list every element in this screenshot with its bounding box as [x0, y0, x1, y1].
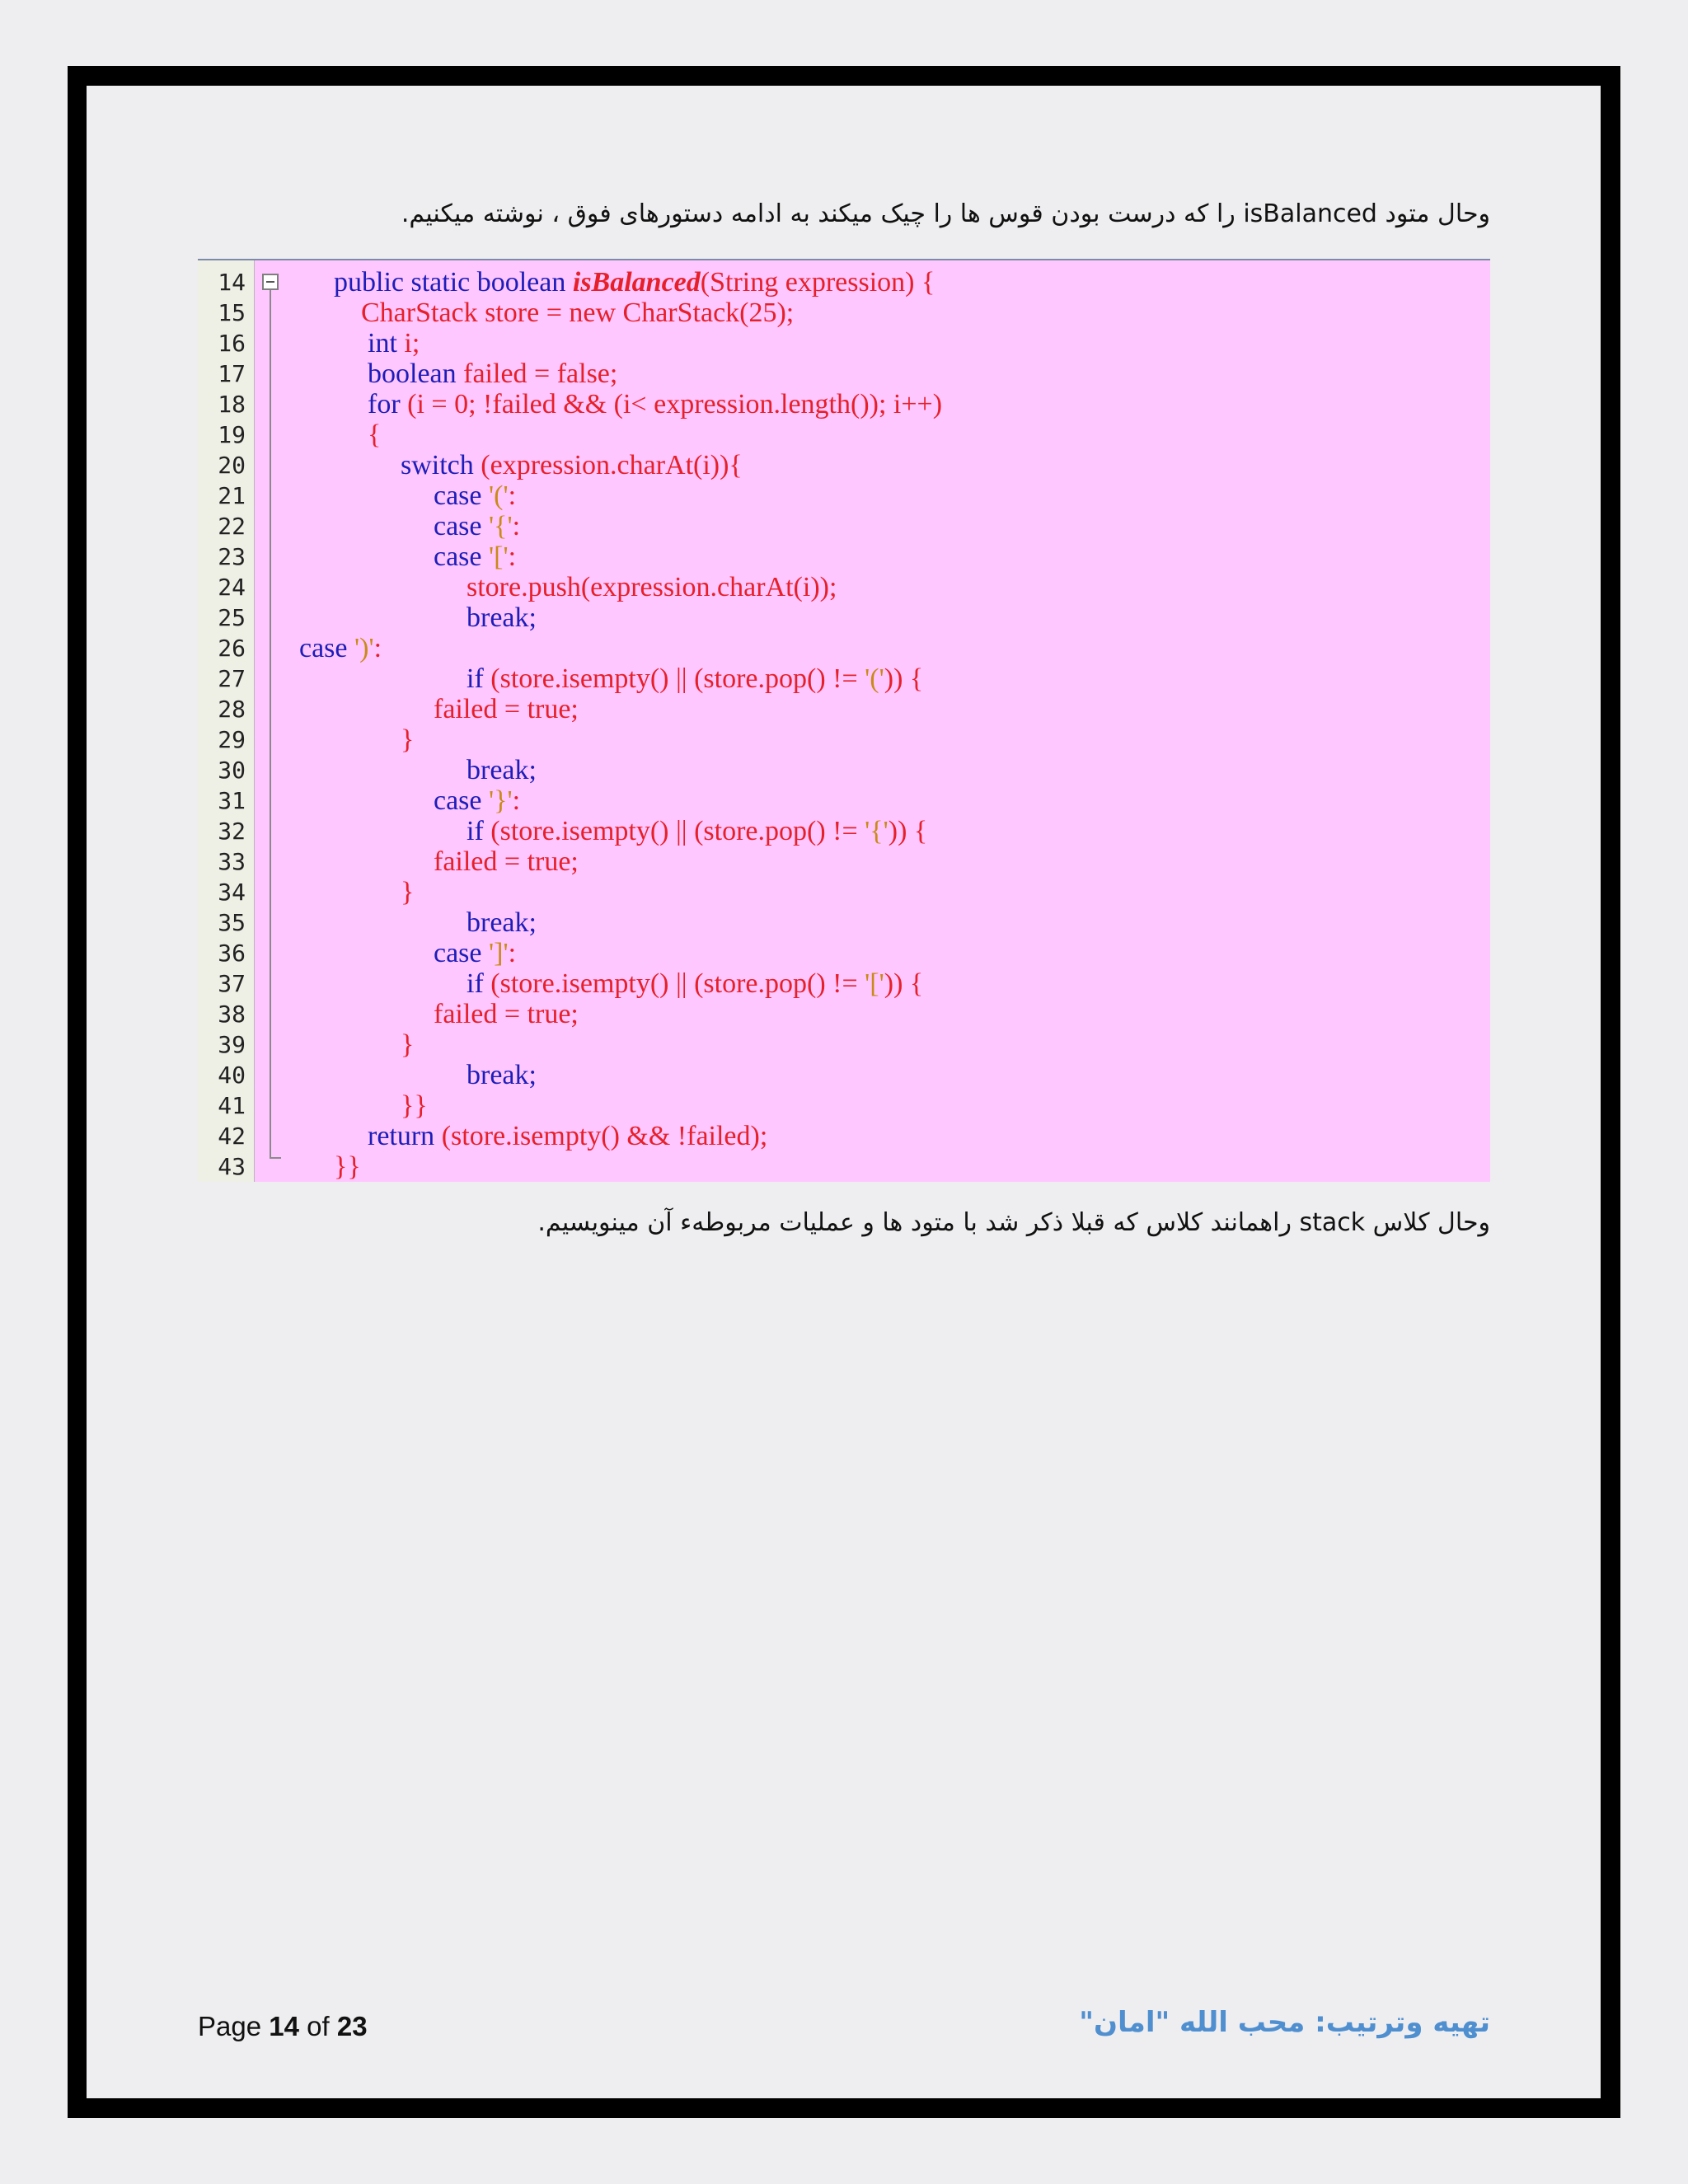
code-line	[467, 1060, 537, 1090]
intro-paragraph: وحال متود isBalanced را که درست بودن قوس ها را چیک میکند به ادامه دستورهای فوق ، نوشته میکنیم.	[401, 199, 1490, 228]
code-line	[401, 877, 414, 907]
code-token: case	[434, 785, 490, 816]
fold-column	[255, 260, 292, 1182]
line-number: 15	[218, 299, 246, 326]
line-number: 43	[218, 1153, 246, 1180]
code-line	[401, 1090, 428, 1121]
code-line	[434, 785, 520, 816]
code-line	[368, 419, 381, 450]
code-token: (store.isempty() || (store.pop() !=	[490, 816, 865, 846]
code-token: failed = true;	[434, 846, 579, 877]
line-number: 34	[218, 879, 246, 906]
code-token: (store.isempty() && !failed);	[441, 1121, 768, 1151]
code-line	[434, 846, 579, 877]
line-number: 16	[218, 330, 246, 357]
code-token: }	[401, 1029, 415, 1060]
code-token: break;	[467, 1060, 537, 1090]
line-number: 27	[218, 665, 246, 692]
code-token: break;	[467, 755, 537, 785]
code-token: '('	[865, 663, 884, 694]
code-token: }}	[401, 1090, 428, 1121]
code-token: :	[512, 785, 521, 816]
line-number: 24	[218, 574, 246, 601]
code-token: break;	[467, 602, 537, 633]
code-token: }}	[334, 1151, 361, 1182]
line-number: 38	[218, 1001, 246, 1028]
code-token: failed = false;	[463, 359, 618, 389]
code-token: '}'	[489, 785, 513, 816]
code-token: return	[368, 1121, 442, 1151]
code-token: '['	[489, 541, 509, 572]
code-token: '('	[489, 480, 509, 511]
line-number: 14	[218, 269, 246, 296]
code-token: )) {	[888, 816, 928, 846]
line-number: 33	[218, 848, 246, 875]
code-token: failed = true;	[434, 694, 579, 724]
code-token: ')'	[354, 633, 374, 663]
code-token: :	[508, 938, 517, 968]
code-token: {	[368, 419, 382, 450]
line-number: 35	[218, 909, 246, 936]
line-number: 29	[218, 726, 246, 753]
line-number: 31	[218, 787, 246, 814]
code-line	[401, 450, 743, 480]
code-token: (String expression) {	[700, 267, 935, 298]
code-token: :	[508, 480, 517, 511]
code-token: )) {	[884, 663, 924, 694]
line-number: 21	[218, 482, 246, 509]
code-line	[401, 1029, 414, 1060]
code-line	[467, 907, 537, 938]
code-line	[434, 511, 520, 541]
code-line	[368, 328, 420, 359]
code-token: if	[467, 816, 491, 846]
code-line	[368, 359, 617, 389]
code-line	[467, 816, 927, 846]
code-token: switch	[401, 450, 481, 480]
code-line	[467, 572, 837, 602]
line-number: 36	[218, 940, 246, 967]
code-token: :	[373, 633, 382, 663]
code-token: CharStack store = new CharStack(25);	[361, 298, 795, 328]
code-line	[467, 602, 537, 633]
page-total: 23	[336, 2011, 368, 2041]
line-number: 32	[218, 818, 246, 845]
code-line	[334, 267, 935, 298]
page-current: 14	[269, 2011, 299, 2041]
code-token: ']'	[489, 938, 509, 968]
code-line	[434, 938, 516, 968]
code-token: break;	[467, 907, 537, 938]
code-line	[368, 1121, 767, 1151]
code-token: isBalanced	[572, 267, 701, 298]
code-token: boolean	[368, 359, 464, 389]
page-number	[198, 2011, 368, 2042]
page-label: Page	[198, 2011, 262, 2041]
code-token: (i = 0; !failed && (i< expression.length()); i++)	[407, 389, 943, 419]
code-token: '{'	[489, 511, 513, 541]
line-number: 30	[218, 757, 246, 784]
code-line	[467, 755, 537, 785]
line-number: 20	[218, 452, 246, 479]
line-number: 25	[218, 604, 246, 631]
code-token: if	[467, 968, 491, 999]
code-token: :	[512, 511, 521, 541]
after-paragraph: وحال کلاس stack راهمانند کلاس که قبلا ذکر شد با متود ها و عملیات مربوطهء آن مینویسیم.	[537, 1208, 1490, 1237]
code-line	[401, 724, 414, 755]
code-token: '['	[865, 968, 884, 999]
code-token: case	[434, 511, 490, 541]
page-of: of	[307, 2011, 330, 2041]
line-number: 40	[218, 1062, 246, 1089]
code-token: failed = true;	[434, 999, 579, 1029]
code-token: if	[467, 663, 491, 694]
fold-end-marker	[270, 1157, 281, 1159]
code-line	[361, 298, 794, 328]
code-token: int	[368, 328, 405, 359]
code-line	[467, 663, 923, 694]
line-number: 26	[218, 635, 246, 662]
line-number: 17	[218, 360, 246, 387]
code-line	[434, 480, 516, 511]
fold-guide-line	[270, 290, 271, 1159]
code-token: :	[508, 541, 517, 572]
author-credit: تهیه وترتیب: محب الله "امان"	[1079, 2006, 1490, 2039]
code-token: for	[368, 389, 408, 419]
code-token: case	[434, 541, 490, 572]
code-token: case	[434, 938, 490, 968]
code-screenshot	[198, 259, 1490, 1182]
line-number: 37	[218, 970, 246, 997]
code-line	[434, 541, 516, 572]
code-token: i;	[404, 328, 420, 359]
code-token: case	[434, 480, 490, 511]
code-token: case	[299, 633, 355, 663]
code-line	[368, 389, 942, 419]
code-line	[434, 999, 579, 1029]
code-token: public static boolean	[334, 267, 573, 298]
line-number: 42	[218, 1122, 246, 1150]
code-token: store.push(expression.charAt(i));	[467, 572, 837, 602]
line-number: 28	[218, 696, 246, 723]
line-number: 18	[218, 391, 246, 418]
code-token: }	[401, 724, 415, 755]
code-token: (store.isempty() || (store.pop() !=	[490, 968, 865, 999]
code-token: '{'	[865, 816, 889, 846]
line-number: 39	[218, 1031, 246, 1058]
code-token: }	[401, 877, 415, 907]
code-token: (expression.charAt(i)){	[481, 450, 743, 480]
line-number: 41	[218, 1092, 246, 1119]
code-line	[334, 1151, 361, 1182]
code-token: )) {	[884, 968, 924, 999]
code-line	[467, 968, 923, 999]
code-token: (store.isempty() || (store.pop() !=	[490, 663, 865, 694]
line-number: 19	[218, 421, 246, 448]
line-number: 23	[218, 543, 246, 570]
code-line	[299, 633, 382, 663]
line-number: 22	[218, 513, 246, 540]
code-line	[434, 694, 579, 724]
collapse-icon	[262, 274, 279, 290]
